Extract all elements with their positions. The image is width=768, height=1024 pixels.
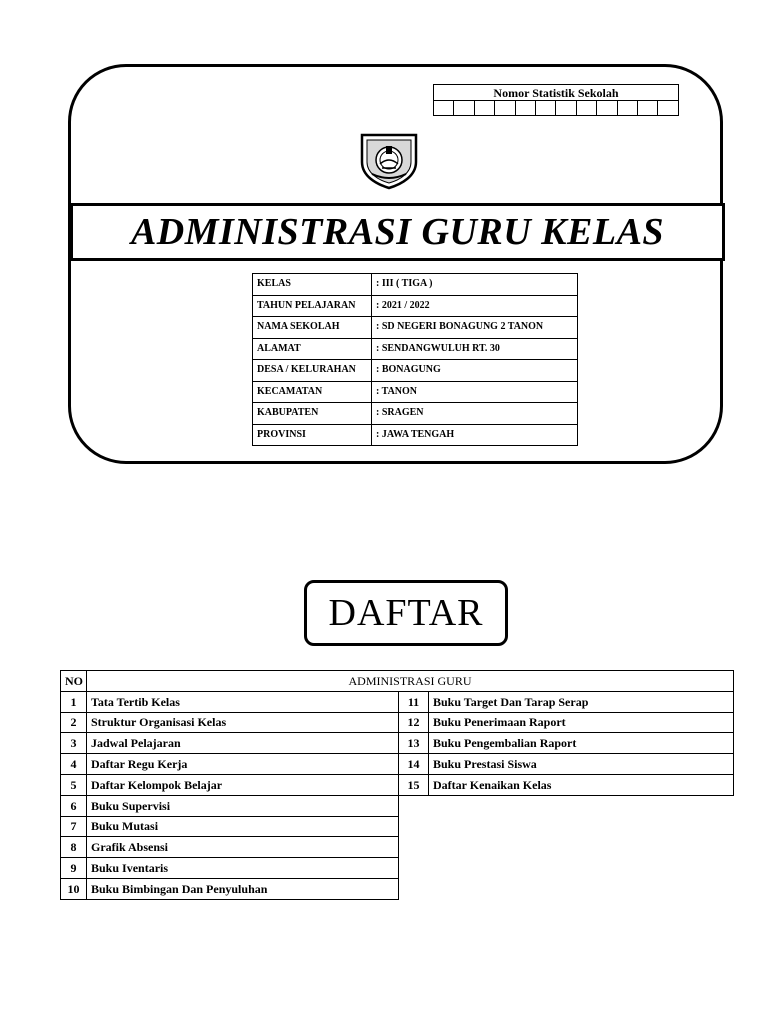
empty-cell <box>399 837 734 858</box>
table-row <box>61 774 734 795</box>
item-label: Daftar Regu Kerja <box>87 754 399 775</box>
nss-digit-box <box>515 101 535 116</box>
item-label: Buku Prestasi Siswa <box>429 754 734 775</box>
nss-label: Nomor Statistik Sekolah <box>434 85 679 101</box>
info-row <box>253 424 578 446</box>
item-label: Buku Pengembalian Raport <box>429 733 734 754</box>
item-number: 3 <box>61 733 87 754</box>
item-number: 11 <box>399 691 429 712</box>
item-label: Buku Mutasi <box>87 816 399 837</box>
item-label: Buku Supervisi <box>87 795 399 816</box>
nss-table <box>433 84 679 116</box>
nss-digit-box <box>536 101 556 116</box>
empty-cell <box>399 795 734 816</box>
item-label: Buku Bimbingan Dan Penyuluhan <box>87 878 399 899</box>
item-label: Grafik Absensi <box>87 837 399 858</box>
nss-digit-box <box>638 101 658 116</box>
info-value: : 2021 / 2022 <box>372 295 578 317</box>
item-label: Daftar Kelompok Belajar <box>87 774 399 795</box>
nss-digit-box <box>597 101 617 116</box>
item-label: Buku Penerimaan Raport <box>429 712 734 733</box>
info-row <box>253 295 578 317</box>
info-value: : TANON <box>372 381 578 403</box>
nss-digit-box <box>474 101 494 116</box>
info-value: : SD NEGERI BONAGUNG 2 TANON <box>372 317 578 339</box>
info-label: ALAMAT <box>253 338 372 360</box>
info-value: : SENDANGWULUH RT. 30 <box>372 338 578 360</box>
item-number: 7 <box>61 816 87 837</box>
info-label: KECAMATAN <box>253 381 372 403</box>
item-number: 1 <box>61 691 87 712</box>
info-label: DESA / KELURAHAN <box>253 360 372 382</box>
item-label: Buku Target Dan Tarap Serap <box>429 691 734 712</box>
table-row <box>61 858 734 879</box>
nss-boxes-row <box>434 101 679 116</box>
nss-digit-box <box>556 101 576 116</box>
school-info-table <box>252 273 578 446</box>
item-number: 10 <box>61 878 87 899</box>
daftar-heading-box <box>304 580 508 646</box>
info-value: : JAWA TENGAH <box>372 424 578 446</box>
table-row <box>61 754 734 775</box>
item-number: 9 <box>61 858 87 879</box>
col-title-header: ADMINISTRASI GURU <box>87 671 734 692</box>
item-number: 8 <box>61 837 87 858</box>
col-no-header: NO <box>61 671 87 692</box>
item-label: Jadwal Pelajaran <box>87 733 399 754</box>
item-label: Buku Iventaris <box>87 858 399 879</box>
empty-cell <box>399 878 734 899</box>
info-value: : III ( TIGA ) <box>372 274 578 296</box>
daftar-heading: DAFTAR <box>328 592 484 634</box>
item-number: 14 <box>399 754 429 775</box>
item-number: 12 <box>399 712 429 733</box>
nss-digit-box <box>495 101 515 116</box>
table-row <box>61 816 734 837</box>
table-header-row <box>61 671 734 692</box>
nss-digit-box <box>658 101 679 116</box>
table-row <box>61 691 734 712</box>
item-number: 2 <box>61 712 87 733</box>
page-title: ADMINISTRASI GURU KELAS <box>130 211 665 253</box>
item-number: 15 <box>399 774 429 795</box>
info-label: KABUPATEN <box>253 403 372 425</box>
empty-cell <box>399 858 734 879</box>
info-row <box>253 403 578 425</box>
info-row <box>253 360 578 382</box>
info-label: TAHUN PELAJARAN <box>253 295 372 317</box>
item-label: Struktur Organisasi Kelas <box>87 712 399 733</box>
nss-digit-box <box>454 101 474 116</box>
title-bar <box>70 203 725 261</box>
empty-cell <box>399 816 734 837</box>
table-row <box>61 795 734 816</box>
info-label: NAMA SEKOLAH <box>253 317 372 339</box>
info-label: KELAS <box>253 274 372 296</box>
item-number: 4 <box>61 754 87 775</box>
nss-digit-box <box>617 101 637 116</box>
info-value: : BONAGUNG <box>372 360 578 382</box>
info-row <box>253 381 578 403</box>
info-row <box>253 317 578 339</box>
nss-digit-box <box>576 101 596 116</box>
nss-digit-box <box>434 101 454 116</box>
table-row <box>61 837 734 858</box>
item-label: Daftar Kenaikan Kelas <box>429 774 734 795</box>
info-row <box>253 274 578 296</box>
info-value: : SRAGEN <box>372 403 578 425</box>
item-number: 5 <box>61 774 87 795</box>
item-number: 6 <box>61 795 87 816</box>
item-number: 13 <box>399 733 429 754</box>
regional-emblem-icon <box>358 132 420 190</box>
administrasi-guru-table <box>60 670 734 900</box>
info-row <box>253 338 578 360</box>
table-row <box>61 733 734 754</box>
info-label: PROVINSI <box>253 424 372 446</box>
table-row <box>61 712 734 733</box>
item-label: Tata Tertib Kelas <box>87 691 399 712</box>
table-row <box>61 878 734 899</box>
